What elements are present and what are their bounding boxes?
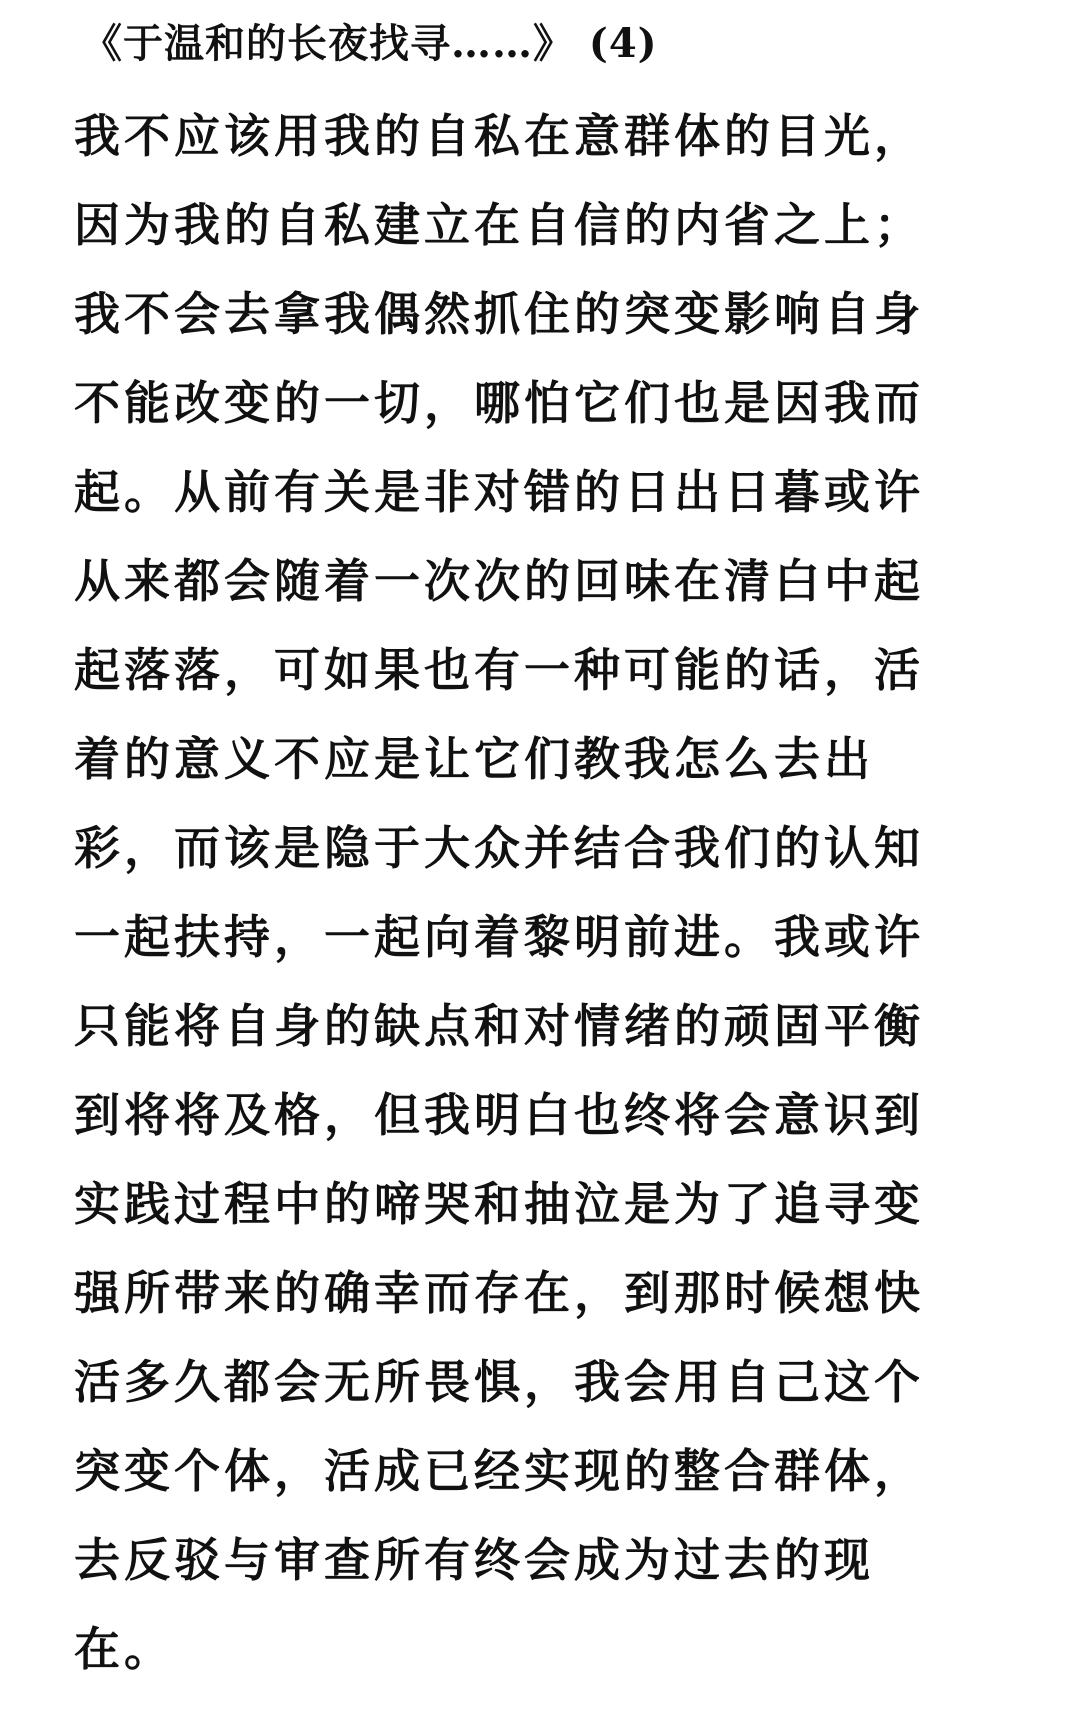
text-line: 起。从前有关是非对错的日出日暮或许 [74,465,924,519]
text-line: 着的意义不应是让它们教我怎么去出 [74,732,874,786]
text-line: 实践过程中的啼哭和抽泣是为了追寻变 [74,1177,924,1231]
document-body [74,92,1034,1694]
text-line: 起落落，可如果也有一种可能的话，活 [74,643,924,697]
text-line: 一起扶持，一起向着黎明前进。我或许 [74,910,924,964]
text-line: 去反驳与审查所有终会成为过去的现 [74,1533,874,1587]
text-line: 彩，而该是隐于大众并结合我们的认知 [74,821,924,875]
text-line: 突变个体，活成已经实现的整合群体， [74,1444,924,1498]
document-title: 《于温和的长夜找寻……》 (4) [82,20,658,67]
text-line: 不能改变的一切，哪怕它们也是因我而 [74,376,924,430]
text-line: 到将将及格，但我明白也终将会意识到 [74,1088,924,1142]
text-line: 我不应该用我的自私在意群体的目光， [74,109,924,163]
text-line: 只能将自身的缺点和对情绪的顽固平衡 [74,999,924,1053]
text-line: 我不会去拿我偶然抓住的突变影响自身 [74,287,924,341]
text-line: 从来都会随着一次次的回味在清白中起 [74,554,924,608]
text-line: 活多久都会无所畏惧，我会用自己这个 [74,1355,924,1409]
text-line: 在。 [74,1622,174,1676]
text-line: 强所带来的确幸而存在，到那时候想快 [74,1266,924,1320]
text-line: 因为我的自私建立在自信的内省之上； [74,198,924,252]
